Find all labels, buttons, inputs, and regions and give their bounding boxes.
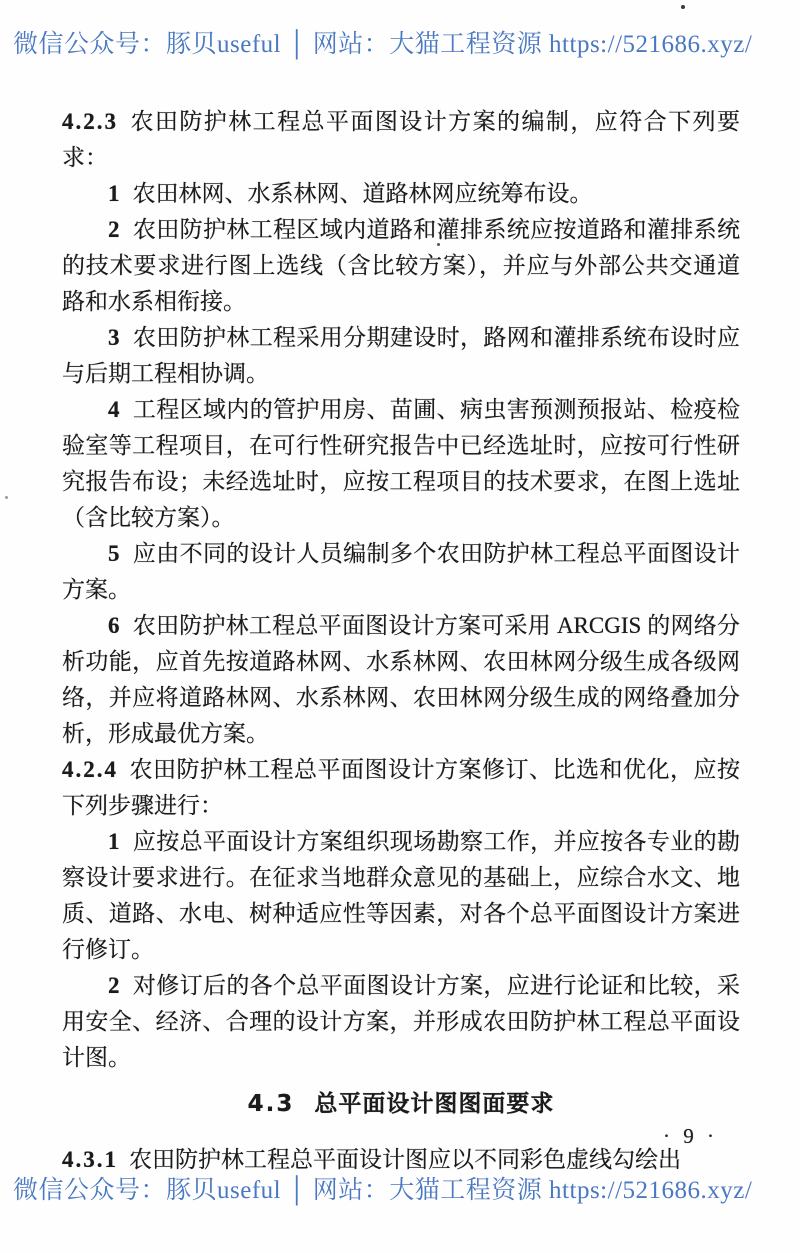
item-number: 6 (108, 613, 122, 638)
clause-number: 4.3 (247, 1091, 295, 1117)
list-item (62, 608, 740, 752)
scan-artifact-dot (437, 243, 440, 246)
item-number: 2 (108, 973, 122, 998)
paragraph-text: 总平面设计图图面要求 (314, 1091, 555, 1117)
clause-number: 4.2.3 (62, 109, 118, 134)
watermark-bottom (13, 1170, 800, 1206)
section-heading (62, 1086, 740, 1122)
paragraph-text: 工程区域内的管护用房、苗圃、病虫害预测预报站、检疫检验室等工程项目，在可行性研究报告中已经选址时，应按可行性研究报告布设；未经选址时，应按工程项目的技术要求，在图上选址（含比较方案）。 (62, 397, 740, 530)
clause-paragraph (62, 752, 740, 824)
list-item (62, 320, 740, 392)
scan-artifact-dot (5, 496, 8, 499)
clause-number: 4.2.4 (62, 757, 118, 782)
item-number: 3 (108, 325, 122, 350)
paragraph-text: 应按总平面设计方案组织现场勘察工作，并应按各专业的勘察设计要求进行。在征求当地群众意见的基础上，应综合水文、地质、道路、水电、树种适应性等因素，对各个总平面图设计方案进行修订。 (62, 829, 740, 962)
paragraph-text: 农田防护林工程总平面设计图应以不同彩色虚线勾绘出 (129, 1147, 681, 1172)
paragraph-text: 农田防护林工程采用分期建设时，路网和灌排系统布设时应与后期工程相协调。 (62, 325, 740, 386)
watermark-top-text: 微信公众号：豚贝useful │ 网站：大猫工程资源 https://521686.xyz/ (13, 31, 753, 58)
watermark-bottom-text: 微信公众号：豚贝useful │ 网站：大猫工程资源 https://521686.xyz/ (13, 1177, 753, 1204)
paragraph-text: 农田防护林工程总平面图设计方案的编制，应符合下列要求： (62, 109, 740, 170)
paragraph-text: 农田防护林工程总平面图设计方案修订、比选和优化，应按下列步骤进行： (62, 757, 740, 818)
list-item (62, 392, 740, 536)
item-number: 4 (108, 397, 122, 422)
list-item (62, 824, 740, 968)
paragraph-text: 农田防护林工程总平面图设计方案可采用 ARCGIS 的网络分析功能，应首先按道路林网、水系林网、农田林网分级生成各级网络，并应将道路林网、水系林网、农田林网分级生成的网络叠加分析，形成最优方案。 (62, 613, 740, 746)
item-number: 2 (108, 217, 122, 242)
list-item (62, 212, 740, 320)
page-number: · 9 · (663, 1124, 718, 1148)
list-item (62, 176, 740, 212)
item-number: 1 (108, 829, 122, 854)
paragraph-text: 农田林网、水系林网、道路林网应统筹布设。 (132, 181, 593, 206)
paragraph-text: 农田防护林工程区域内道路和灌排系统应按道路和灌排系统的技术要求进行图上选线（含比较方案），并应与外部公共交通道路和水系相衔接。 (62, 217, 740, 314)
item-number: 5 (108, 541, 122, 566)
list-item (62, 536, 740, 608)
scan-artifact-dot (681, 5, 685, 9)
document-body (62, 104, 740, 1178)
clause-number: 4.3.1 (62, 1147, 118, 1172)
watermark-top (13, 24, 800, 60)
clause-paragraph (62, 104, 740, 176)
item-number: 1 (108, 181, 122, 206)
list-item (62, 968, 740, 1076)
paragraph-text: 对修订后的各个总平面图设计方案，应进行论证和比较，采用安全、经济、合理的设计方案，并形成农田防护林工程总平面设计图。 (62, 973, 740, 1070)
paragraph-text: 应由不同的设计人员编制多个农田防护林工程总平面图设计方案。 (62, 541, 740, 602)
